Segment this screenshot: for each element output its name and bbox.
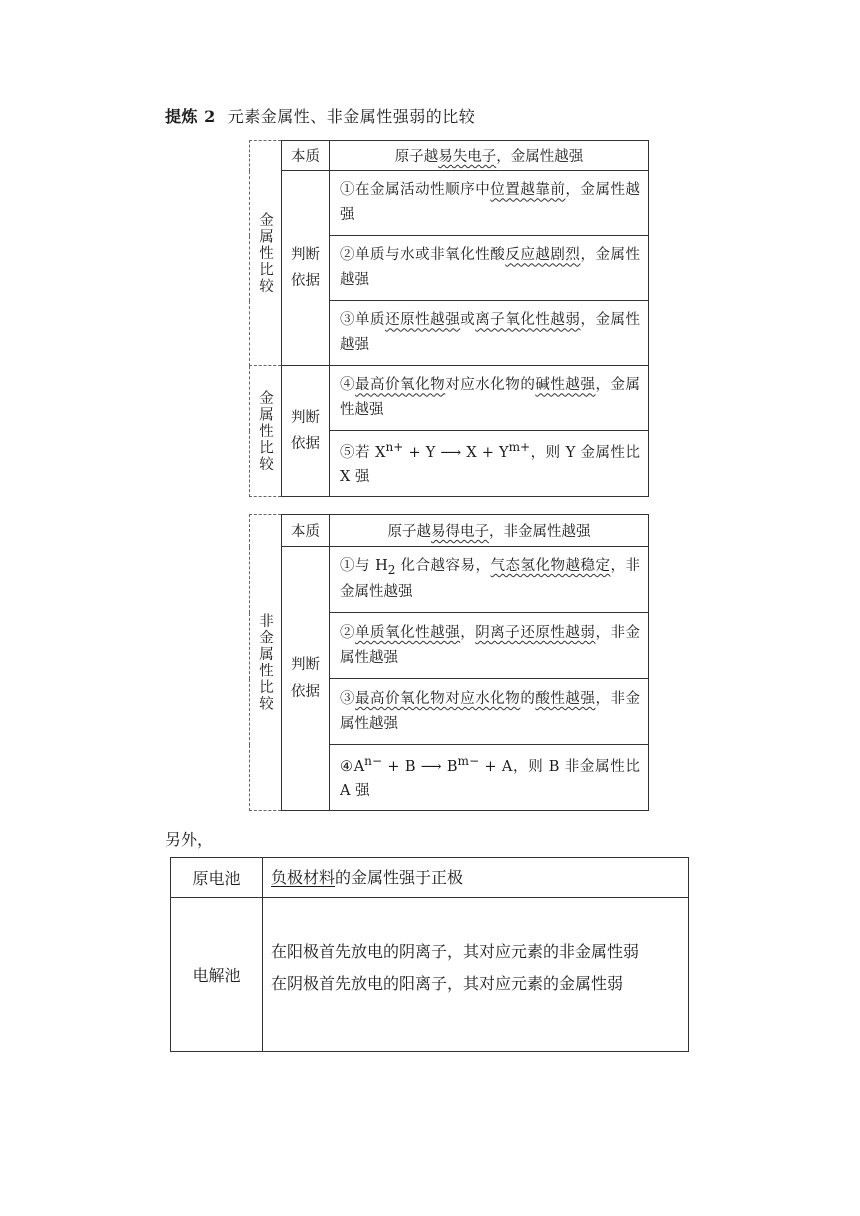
nonmetal-essence-label: 本质	[282, 515, 330, 547]
metal-essence-label: 本质	[282, 141, 330, 171]
metal-criterion-2: ②单质与水或非氧化性酸反应越剧烈，金属性越强	[330, 236, 649, 301]
electrolysis-label: 电解池	[171, 898, 263, 1052]
nonmetal-criterion-1: ①与 $H_2$ 化合越容易，气态氢化物越稳定，非金属性越强	[330, 547, 649, 613]
metal-group-cell	[250, 141, 282, 366]
nonmetal-criteria-cell	[282, 547, 330, 811]
nonmetal-criterion-4: $④A^{n-} + B$ ⟶ $B^{m-} + A$，则 B 非金属性比 A 强	[330, 745, 649, 811]
metal-group-cell-2	[250, 366, 282, 497]
metal-group-label-2: 金属性比较	[257, 389, 273, 473]
electrolysis-line-2: 在阴极首先放电的阳离子，其对应元素的金属性弱	[271, 974, 624, 993]
metal-essence-key: 易失电子	[438, 149, 497, 165]
heading-tag: 提炼 2	[165, 107, 216, 126]
nonmetal-criterion-3: ③最高价氧化物对应水化物的酸性越强，非金属性越强	[330, 679, 649, 745]
heading-title: 元素金属性、非金属性强弱的比较	[227, 107, 476, 126]
metal-criterion-1: ①在金属活动性顺序中位置越靠前，金属性越强	[330, 171, 649, 236]
nonmetal-criterion-2: ②单质氧化性越强，阴离子还原性越弱，非金属性越强	[330, 613, 649, 679]
nonmetal-group-cell	[250, 515, 282, 811]
metal-criteria-cell-2	[282, 366, 330, 497]
metal-criterion-4: ④最高价氧化物对应水化物的碱性越强，金属性越强	[330, 366, 649, 431]
electrolysis-rule	[263, 898, 689, 1052]
metal-comparison-table	[249, 140, 649, 497]
metal-criterion-5: ⑤若 $X^{n+} + Y$ ⟶ $X + Y^{m+}$，则 Y 金属性比 X 强	[330, 431, 649, 497]
section-heading	[165, 104, 475, 127]
nonmetal-group-label: 非金属性比较	[257, 613, 273, 713]
nonmetal-comparison-table	[249, 514, 649, 811]
electrolysis-line-1: 在阳极首先放电的阴离子，其对应元素的非金属性弱	[271, 942, 640, 961]
metal-criterion-3: ③单质还原性越强或离子氧化性越弱，金属性越强	[330, 301, 649, 366]
nonmetal-essence-key: 易得电子	[431, 524, 489, 540]
metal-criteria-cell	[282, 171, 330, 366]
battery-rule: 负极材料的金属性强于正极	[263, 858, 689, 898]
battery-label: 原电池	[171, 858, 263, 898]
metal-group-label: 金属性比较	[257, 211, 273, 295]
electrochem-table	[170, 857, 689, 1052]
nonmetal-criteria-label: 判断依据	[291, 657, 320, 700]
metal-essence: 原子越易失电子，金属性越强	[330, 141, 649, 171]
metal-criteria-label: 判断依据	[291, 246, 320, 289]
nonmetal-essence: 原子越易得电子，非金属性越强	[330, 515, 649, 547]
another-label: 另外，	[165, 830, 214, 849]
metal-criteria-label-2: 判断依据	[291, 409, 320, 453]
